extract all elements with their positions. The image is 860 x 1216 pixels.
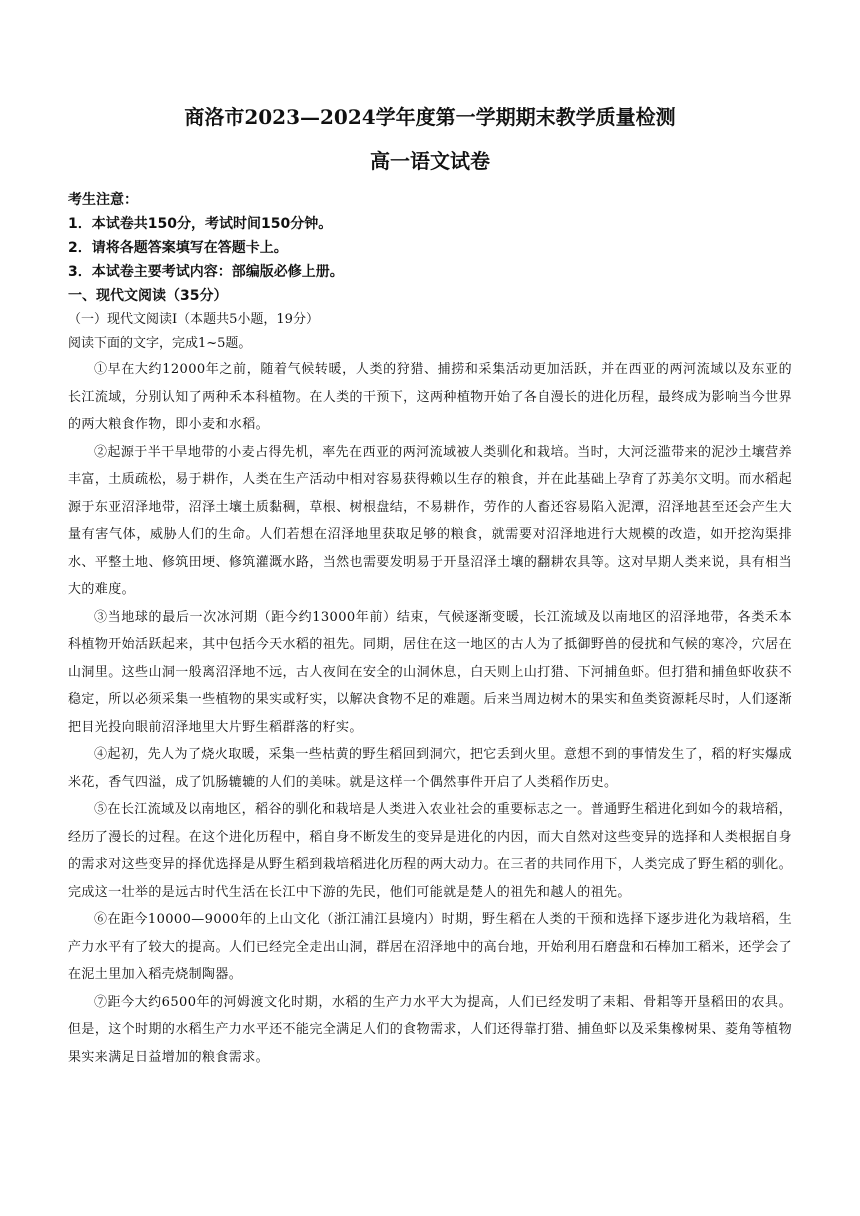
notice-item: 3．本试卷主要考试内容：部编版必修上册。	[68, 264, 344, 280]
paragraph-6: ⑥在距今10000—9000年的上山文化（浙江浦江县境内）时期，野生稻在人类的干预和选择下逐步进化为栽培稻，生产力水平有了较大的提高。人们已经完全走出山洞，群居在沼泽地中的高台地，开始利用石磨盘和石棒加工稻米，还学会了在泥土里加入稻壳烧制陶器。	[68, 912, 792, 982]
page-subtitle: 高一语文试卷	[370, 149, 490, 173]
paragraph-2: ②起源于半干旱地带的小麦占得先机，率先在西亚的两河流域被人类驯化和栽培。当时，大河泛滥带来的泥沙土壤营养丰富，土质疏松，易于耕作，人类在生产活动中相对容易获得赖以生存的粮食，并在此基础上孕育了苏美尔文明。而水稻起源于东亚沼泽地带，沼泽土壤土质黏稠，草根、树根盘结，不易耕作，劳作的人畜还容易陷入泥潭，沼泽地甚至还会产生大量有害气体，威胁人们的生命。人们若想在沼泽地里获取足够的粮食，就需要对沼泽地进行大规模的改造，如开挖沟渠排水、平整土地、修筑田埂、修筑灌溉水路，当然也需要发明易于开垦沼泽土壤的翻耕农具等。这对早期人类来说，具有相当大的难度。	[68, 444, 792, 597]
section-heading: 一、现代文阅读（35分）	[68, 288, 228, 304]
paragraph-3: ③当地球的最后一次冰河期（距今约13000年前）结束，气候逐渐变暖，长江流域及以南地区的沼泽地带，各类禾本科植物开始活跃起来，其中包括今天水稻的祖先。同期，居住在这一地区的古人为了抵御野兽的侵扰和气候的寒冷，穴居在山洞里。这些山洞一般离沼泽地不远，古人夜间在安全的山洞休息，白天则上山打猎、下河捕鱼虾。但打猎和捕鱼虾收获不稳定，所以必须采集一些植物的果实或籽实，以解决食物不足的难题。后来当周边树木的果实和鱼类资源耗尽时，人们逐渐把目光投向眼前沼泽地里大片野生稻群落的籽实。	[68, 609, 792, 735]
notice-block	[68, 188, 792, 284]
paragraph-5: ⑤在长江流域及以南地区，稻谷的驯化和栽培是人类进入农业社会的重要标志之一。普通野生稻进化到如今的栽培稻，经历了漫长的过程。在这个进化历程中，稻自身不断发生的变异是进化的内因，而大自然对这些变异的选择和人类根据自身的需求对这些变异的择优选择是从野生稻到栽培稻进化历程的两大动力。在三者的共同作用下，人类完成了野生稻的驯化。完成这一壮举的是远古时代生活在长江中下游的先民，他们可能就是楚人的祖先和越人的祖先。	[68, 802, 792, 900]
page-title: 商洛市2023—2024学年度第一学期期末教学质量检测	[184, 105, 676, 129]
notice-item: 1．本试卷共150分，考试时间150分钟。	[68, 216, 333, 232]
paragraph-7: ⑦距今大约6500年的河姆渡文化时期，水稻的生产力水平大为提高，人们已经发明了耒耜、骨耜等开垦稻田的农具。但是，这个时期的水稻生产力水平还不能完全满足人们的食物需求，人们还得靠打猎、捕鱼虾以及采集橡树果、菱角等植物果实来满足日益增加的粮食需求。	[68, 994, 792, 1065]
reading-instruction: 阅读下面的文字，完成1~5题。	[68, 336, 252, 351]
notice-heading: 考生注意：	[68, 192, 138, 208]
reading-section	[68, 284, 792, 1071]
paragraph-4: ④起初，先人为了烧火取暖，采集一些枯黄的野生稻回到洞穴，把它丢到火里。意想不到的事情发生了，稻的籽实爆成米花，香气四溢，成了饥肠辘辘的人们的美味。就是这样一个偶然事件开启了人类稻作历史。	[68, 747, 792, 790]
section-subheading: （一）现代文阅读Ⅰ（本题共5小题，19分）	[68, 312, 319, 327]
notice-item: 2．请将各题答案填写在答题卡上。	[68, 240, 288, 256]
paragraph-1: ①早在大约12000年之前，随着气候转暖，人类的狩猎、捕捞和采集活动更加活跃，并在西亚的两河流域以及东亚的长江流域，分别认知了两种禾本科植物。在人类的干预下，这两种植物开始了各自漫长的进化历程，最终成为影响当今世界的两大粮食作物，即小麦和水稻。	[68, 362, 792, 432]
